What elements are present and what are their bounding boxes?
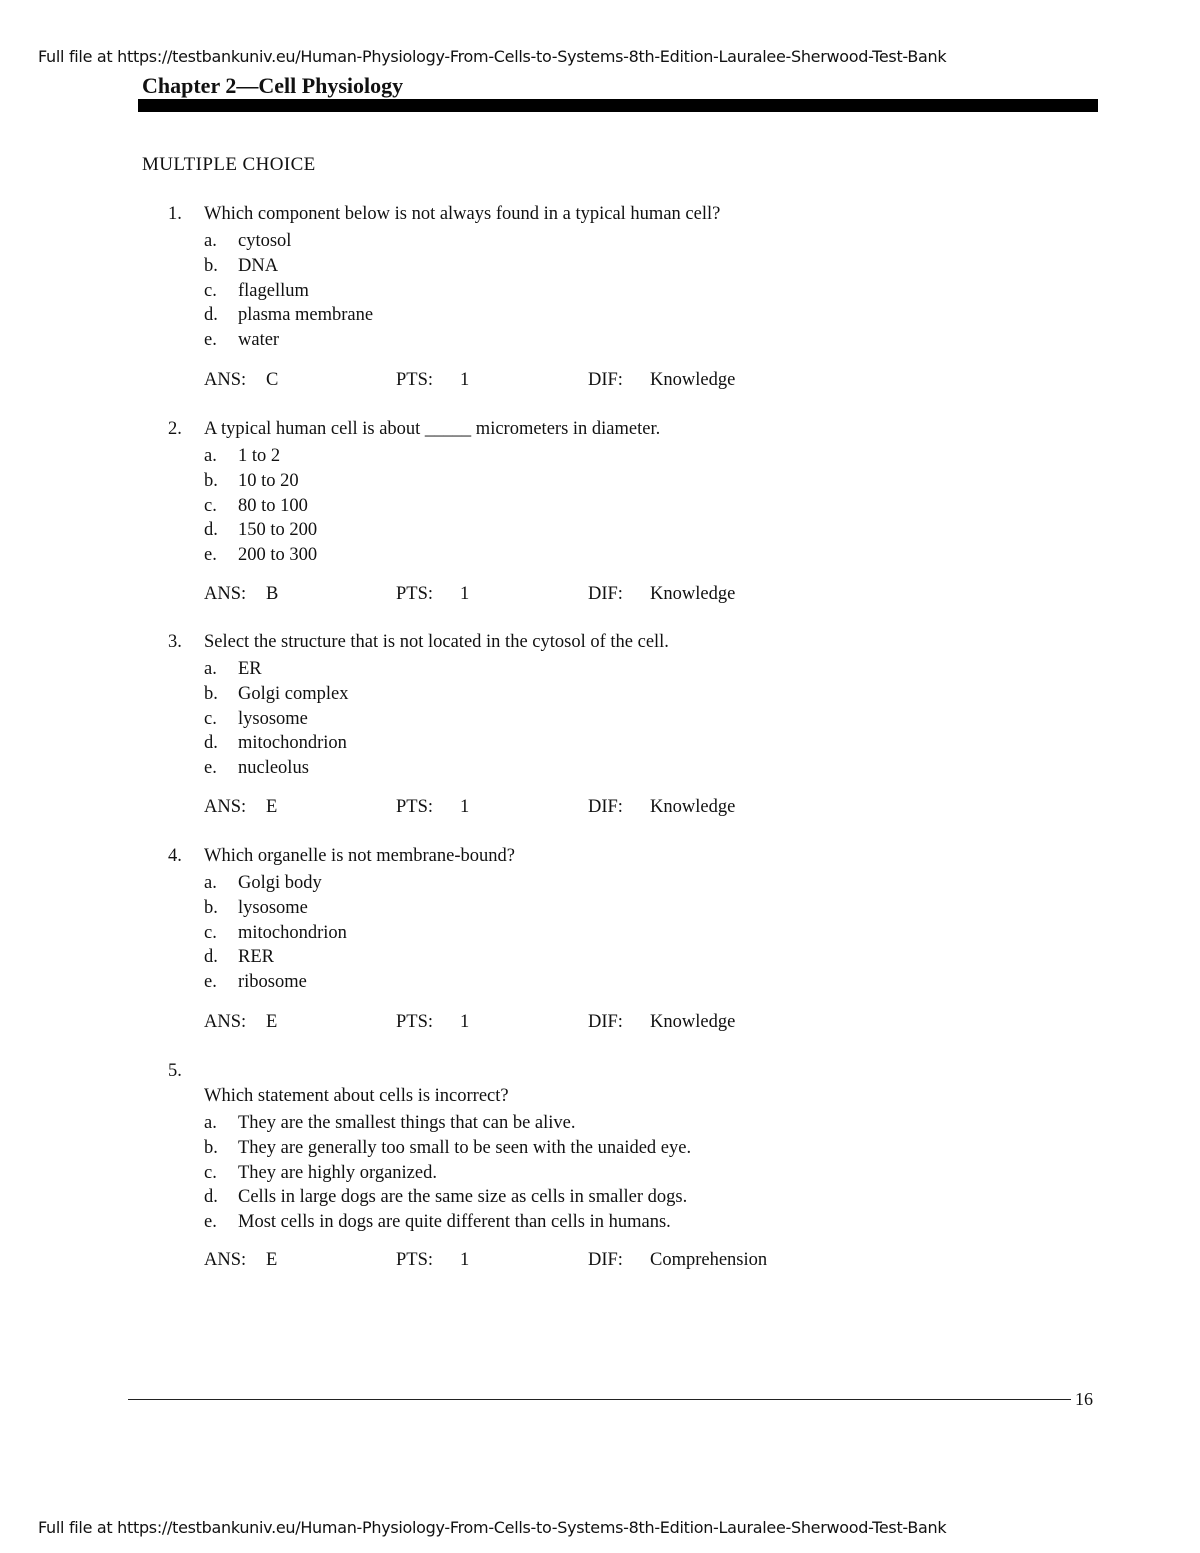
question-number: 3. — [168, 632, 182, 652]
answer-value: C — [266, 370, 279, 390]
choice-letter: b. — [204, 897, 218, 918]
choice-text: lysosome — [238, 708, 308, 729]
ans-label: ANS: — [204, 584, 247, 604]
dif-label: DIF: — [588, 1250, 623, 1270]
ans-label: ANS: — [204, 1250, 247, 1270]
choice-a — [204, 1111, 691, 1136]
question-number: 4. — [168, 846, 182, 866]
question-number: 2. — [168, 419, 182, 439]
choice-list — [204, 1111, 691, 1235]
choice-b — [204, 1136, 691, 1161]
choice-text: mitochondrion — [238, 733, 347, 754]
choice-d — [204, 518, 317, 543]
choice-letter: a. — [204, 1113, 217, 1133]
ans-label: ANS: — [204, 797, 247, 817]
question-number: 1. — [168, 204, 182, 224]
page-number: 16 — [1075, 1389, 1093, 1409]
choice-text: Cells in large dogs are the same size as cells in smaller dogs. — [238, 1187, 688, 1208]
choice-letter: d. — [204, 305, 218, 326]
question-number: 5. — [168, 1061, 182, 1081]
answer-value: E — [266, 1012, 278, 1032]
choice-text: mitochondrion — [238, 922, 347, 943]
choice-text: Most cells in dogs are quite different than cells in humans. — [238, 1212, 671, 1233]
footer-rule — [128, 1399, 1071, 1400]
choice-c — [204, 707, 348, 732]
choice-b — [204, 469, 317, 494]
choice-letter: a. — [204, 873, 217, 893]
choice-text: 200 to 300 — [238, 545, 318, 566]
choice-b — [204, 254, 373, 279]
choice-text: nucleolus — [238, 758, 309, 779]
question-stem: Which organelle is not membrane-bound? — [204, 846, 515, 866]
choice-letter: c. — [204, 708, 217, 729]
choice-e — [204, 543, 317, 568]
answer-value: E — [266, 797, 278, 817]
choice-text: ER — [238, 659, 262, 679]
choice-text: Golgi complex — [238, 683, 349, 704]
choice-letter: a. — [204, 446, 217, 466]
choice-text: 150 to 200 — [238, 520, 318, 541]
choice-a — [204, 229, 373, 254]
answer-value: E — [266, 1250, 278, 1270]
choice-text: ribosome — [238, 972, 307, 993]
choice-list — [204, 657, 348, 781]
choice-d — [204, 1185, 691, 1210]
choice-e — [204, 970, 347, 995]
choice-letter: c. — [204, 495, 217, 516]
dif-label: DIF: — [588, 797, 623, 817]
dif-label: DIF: — [588, 584, 623, 604]
choice-list — [204, 444, 317, 568]
choice-letter: e. — [204, 972, 217, 993]
choice-b — [204, 682, 348, 707]
question-stem: Which component below is not always found in a typical human cell? — [204, 204, 721, 224]
choice-e — [204, 1210, 691, 1235]
pts-label: PTS: — [396, 1250, 434, 1270]
choice-list — [204, 871, 347, 995]
choice-a — [204, 657, 348, 682]
choice-c — [204, 1161, 691, 1186]
choice-text: plasma membrane — [238, 305, 374, 326]
choice-text: They are highly organized. — [238, 1162, 437, 1183]
points-value: 1 — [460, 1012, 470, 1032]
choice-c — [204, 279, 373, 304]
choice-e — [204, 328, 373, 353]
choice-letter: c. — [204, 280, 217, 301]
choice-e — [204, 756, 348, 781]
ans-label: ANS: — [204, 1012, 247, 1032]
choice-letter: d. — [204, 1187, 218, 1208]
pts-label: PTS: — [396, 1012, 434, 1032]
choice-d — [204, 731, 348, 756]
choice-d — [204, 303, 373, 328]
choice-letter: c. — [204, 1162, 217, 1183]
choice-list — [204, 229, 373, 353]
choice-text: 10 to 20 — [238, 470, 299, 491]
choice-letter: b. — [204, 470, 218, 491]
choice-text: flagellum — [238, 280, 309, 301]
choice-text: RER — [238, 947, 274, 968]
question-stem: A typical human cell is about _____ micrometers in diameter. — [204, 419, 661, 439]
choice-c — [204, 921, 347, 946]
choice-text: lysosome — [238, 897, 308, 918]
question-stem: Which statement about cells is incorrect? — [204, 1086, 509, 1106]
choice-letter: b. — [204, 1137, 218, 1158]
choice-letter: d. — [204, 733, 218, 754]
choice-text: 80 to 100 — [238, 495, 308, 516]
answer-value: B — [266, 584, 279, 604]
difficulty-value: Knowledge — [650, 797, 736, 817]
choice-text: cytosol — [238, 231, 292, 251]
section-heading: MULTIPLE CHOICE — [142, 154, 316, 175]
choice-letter: e. — [204, 758, 217, 779]
points-value: 1 — [460, 584, 470, 604]
choice-b — [204, 896, 347, 921]
ans-label: ANS: — [204, 370, 247, 390]
choice-letter: a. — [204, 231, 217, 251]
choice-text: Golgi body — [238, 873, 322, 893]
download-banner-top: Full file at https://testbankuniv.eu/Human-Physiology-From-Cells-to-Systems-8th-Edition-Lauralee-Sherwood-Test-Bank — [38, 47, 947, 66]
points-value: 1 — [460, 370, 470, 390]
difficulty-value: Knowledge — [650, 1012, 736, 1032]
dif-label: DIF: — [588, 1012, 623, 1032]
choice-letter: e. — [204, 545, 217, 566]
difficulty-value: Knowledge — [650, 584, 736, 604]
choice-letter: d. — [204, 947, 218, 968]
choice-text: 1 to 2 — [238, 446, 281, 466]
dif-label: DIF: — [588, 370, 623, 390]
choice-letter: e. — [204, 330, 217, 351]
choice-a — [204, 444, 317, 469]
choice-letter: b. — [204, 255, 218, 276]
choice-c — [204, 494, 317, 519]
difficulty-value: Knowledge — [650, 370, 736, 390]
choice-letter: b. — [204, 683, 218, 704]
choice-letter: a. — [204, 659, 217, 679]
choice-letter: e. — [204, 1212, 217, 1233]
pts-label: PTS: — [396, 584, 434, 604]
choice-text: DNA — [238, 255, 279, 276]
choice-d — [204, 945, 347, 970]
choice-text: water — [238, 330, 280, 351]
chapter-title: Chapter 2—Cell Physiology — [142, 73, 404, 98]
pts-label: PTS: — [396, 370, 434, 390]
choice-text: They are the smallest things that can be alive. — [238, 1113, 576, 1133]
question-stem: Select the structure that is not located in the cytosol of the cell. — [204, 632, 669, 652]
choice-a — [204, 871, 347, 896]
choice-letter: d. — [204, 520, 218, 541]
points-value: 1 — [460, 1250, 470, 1270]
points-value: 1 — [460, 797, 470, 817]
difficulty-value: Comprehension — [650, 1250, 768, 1270]
download-banner-bottom: Full file at https://testbankuniv.eu/Human-Physiology-From-Cells-to-Systems-8th-Edition-Lauralee-Sherwood-Test-Bank — [38, 1518, 947, 1537]
choice-letter: c. — [204, 922, 217, 943]
choice-text: They are generally too small to be seen with the unaided eye. — [238, 1137, 692, 1158]
pts-label: PTS: — [396, 797, 434, 817]
